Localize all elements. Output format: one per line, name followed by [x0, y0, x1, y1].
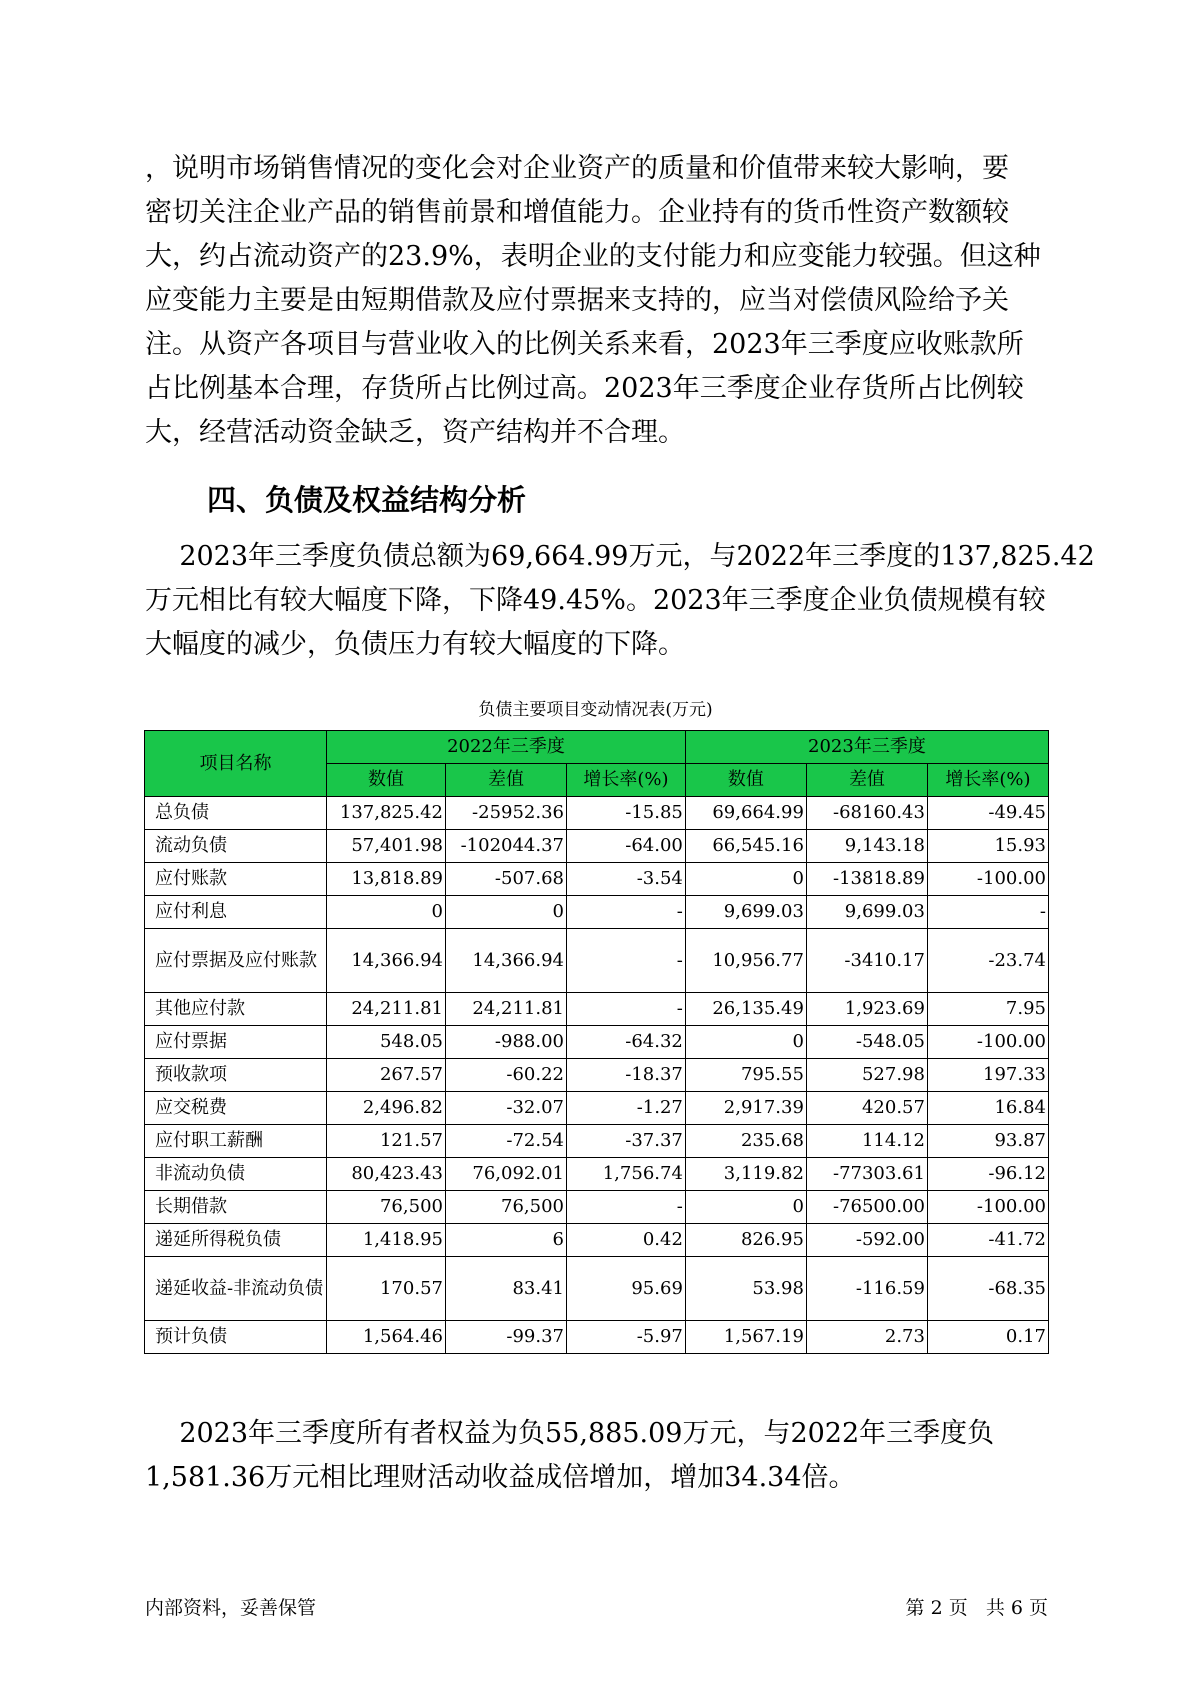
growth-2022-cell: -15.85: [567, 797, 686, 830]
diff-2022-cell: 6: [445, 1224, 566, 1257]
table-row: [145, 797, 1049, 830]
diff-2022-cell: -72.54: [445, 1125, 566, 1158]
value-2022-cell: 80,423.43: [327, 1158, 446, 1191]
growth-2022-cell: -64.00: [567, 830, 686, 863]
value-2023-cell: 826.95: [685, 1224, 806, 1257]
value-2023-cell: 0: [685, 863, 806, 896]
paragraph-equity-summary: [145, 1412, 1045, 1500]
diff-2023-cell: -592.00: [806, 1224, 927, 1257]
header-diff-2022: 差值: [445, 764, 566, 797]
table-row: [145, 993, 1049, 1026]
growth-2022-cell: -5.97: [567, 1321, 686, 1354]
growth-2023-cell: 16.84: [927, 1092, 1048, 1125]
diff-2022-cell: -25952.36: [445, 797, 566, 830]
value-2023-cell: 9,699.03: [685, 896, 806, 929]
table-row: [145, 896, 1049, 929]
value-2022-cell: 137,825.42: [327, 797, 446, 830]
text-line: 大，约占流动资产的23.9%，表明企业的支付能力和应变能力较强。但这种: [145, 241, 1041, 272]
item-name-cell: 其他应付款: [145, 993, 327, 1026]
diff-2023-cell: 420.57: [806, 1092, 927, 1125]
diff-2023-cell: -76500.00: [806, 1191, 927, 1224]
growth-2022-cell: -18.37: [567, 1059, 686, 1092]
value-2023-cell: 1,567.19: [685, 1321, 806, 1354]
value-2022-cell: 2,496.82: [327, 1092, 446, 1125]
growth-2023-cell: -100.00: [927, 863, 1048, 896]
header-period-2023: 2023年三季度: [685, 731, 1048, 764]
value-2023-cell: 3,119.82: [685, 1158, 806, 1191]
section-heading: 四、负债及权益结构分析: [207, 483, 527, 517]
text-line: ，说明市场销售情况的变化会对企业资产的质量和价值带来较大影响，要: [145, 153, 1009, 184]
text-line: 1,581.36万元相比理财活动收益成倍增加，增加34.34倍。: [145, 1462, 856, 1493]
diff-2022-cell: -988.00: [445, 1026, 566, 1059]
footer-page-number: 第 2 页 共 6 页: [905, 1597, 1048, 1619]
table-row: [145, 1257, 1049, 1321]
growth-2023-cell: 7.95: [927, 993, 1048, 1026]
growth-2022-cell: -: [567, 929, 686, 993]
header-growth-2022: 增长率(%): [567, 764, 686, 797]
diff-2023-cell: 9,699.03: [806, 896, 927, 929]
growth-2022-cell: -: [567, 993, 686, 1026]
text-line: 注。从资产各项目与营业收入的比例关系来看，2023年三季度应收账款所: [145, 329, 1024, 360]
value-2023-cell: 0: [685, 1191, 806, 1224]
diff-2023-cell: 2.73: [806, 1321, 927, 1354]
diff-2022-cell: 76,092.01: [445, 1158, 566, 1191]
item-name-cell: 应交税费: [145, 1092, 327, 1125]
item-name-cell: 长期借款: [145, 1191, 327, 1224]
table-header-row: [145, 731, 1049, 764]
item-name-cell: 应付账款: [145, 863, 327, 896]
value-2023-cell: 66,545.16: [685, 830, 806, 863]
growth-2022-cell: -64.32: [567, 1026, 686, 1059]
item-name-cell: 预收款项: [145, 1059, 327, 1092]
diff-2023-cell: 114.12: [806, 1125, 927, 1158]
diff-2022-cell: -102044.37: [445, 830, 566, 863]
diff-2023-cell: 9,143.18: [806, 830, 927, 863]
text-line: 密切关注企业产品的销售前景和增值能力。企业持有的货币性资产数额较: [145, 197, 1009, 228]
value-2022-cell: 57,401.98: [327, 830, 446, 863]
value-2022-cell: 13,818.89: [327, 863, 446, 896]
growth-2023-cell: 197.33: [927, 1059, 1048, 1092]
header-value-2023: 数值: [685, 764, 806, 797]
diff-2022-cell: 83.41: [445, 1257, 566, 1321]
table-row: [145, 1059, 1049, 1092]
table-row: [145, 1224, 1049, 1257]
table-row: [145, 863, 1049, 896]
item-name-cell: 非流动负债: [145, 1158, 327, 1191]
value-2023-cell: 10,956.77: [685, 929, 806, 993]
debt-items-table: [144, 730, 1049, 1354]
value-2023-cell: 53.98: [685, 1257, 806, 1321]
value-2023-cell: 26,135.49: [685, 993, 806, 1026]
item-name-cell: 应付票据及应付账款: [145, 929, 327, 993]
text-line: 2023年三季度负债总额为69,664.99万元，与2022年三季度的137,825.42: [145, 541, 1095, 572]
diff-2023-cell: 527.98: [806, 1059, 927, 1092]
table-row: [145, 1092, 1049, 1125]
header-period-2022: 2022年三季度: [327, 731, 686, 764]
value-2022-cell: 24,211.81: [327, 993, 446, 1026]
value-2023-cell: 2,917.39: [685, 1092, 806, 1125]
growth-2023-cell: -49.45: [927, 797, 1048, 830]
growth-2023-cell: -100.00: [927, 1026, 1048, 1059]
value-2022-cell: 1,418.95: [327, 1224, 446, 1257]
value-2023-cell: 69,664.99: [685, 797, 806, 830]
table-row: [145, 1191, 1049, 1224]
diff-2022-cell: -32.07: [445, 1092, 566, 1125]
growth-2023-cell: -100.00: [927, 1191, 1048, 1224]
value-2022-cell: 14,366.94: [327, 929, 446, 993]
growth-2022-cell: -: [567, 1191, 686, 1224]
item-name-cell: 递延所得税负债: [145, 1224, 327, 1257]
table-row: [145, 929, 1049, 993]
value-2022-cell: 267.57: [327, 1059, 446, 1092]
diff-2023-cell: -3410.17: [806, 929, 927, 993]
growth-2023-cell: -96.12: [927, 1158, 1048, 1191]
item-name-cell: 应付票据: [145, 1026, 327, 1059]
item-name-cell: 递延收益-非流动负债: [145, 1257, 327, 1321]
growth-2022-cell: 0.42: [567, 1224, 686, 1257]
value-2023-cell: 795.55: [685, 1059, 806, 1092]
growth-2023-cell: -23.74: [927, 929, 1048, 993]
growth-2023-cell: -41.72: [927, 1224, 1048, 1257]
table-caption: 负债主要项目变动情况表(万元): [478, 700, 713, 720]
value-2023-cell: 235.68: [685, 1125, 806, 1158]
table-row: [145, 1125, 1049, 1158]
growth-2022-cell: 1,756.74: [567, 1158, 686, 1191]
growth-2022-cell: 95.69: [567, 1257, 686, 1321]
item-name-cell: 总负债: [145, 797, 327, 830]
footer-confidential-note: 内部资料，妥善保管: [145, 1597, 317, 1619]
growth-2023-cell: -: [927, 896, 1048, 929]
growth-2022-cell: -1.27: [567, 1092, 686, 1125]
diff-2023-cell: -548.05: [806, 1026, 927, 1059]
diff-2022-cell: 0: [445, 896, 566, 929]
value-2022-cell: 1,564.46: [327, 1321, 446, 1354]
growth-2023-cell: 15.93: [927, 830, 1048, 863]
header-item-name: 项目名称: [145, 731, 327, 797]
growth-2023-cell: -68.35: [927, 1257, 1048, 1321]
diff-2023-cell: -68160.43: [806, 797, 927, 830]
item-name-cell: 预计负债: [145, 1321, 327, 1354]
text-line: 应变能力主要是由短期借款及应付票据来支持的，应当对偿债风险给予关: [145, 285, 1009, 316]
diff-2022-cell: -60.22: [445, 1059, 566, 1092]
item-name-cell: 流动负债: [145, 830, 327, 863]
diff-2022-cell: 14,366.94: [445, 929, 566, 993]
value-2022-cell: 76,500: [327, 1191, 446, 1224]
diff-2022-cell: -99.37: [445, 1321, 566, 1354]
paragraph-debt-summary: [145, 535, 1095, 667]
table-row: [145, 1321, 1049, 1354]
text-line: 万元相比有较大幅度下降，下降49.45%。2023年三季度企业负债规模有较: [145, 585, 1046, 616]
table-row: [145, 1158, 1049, 1191]
text-line: 大，经营活动资金缺乏，资产结构并不合理。: [145, 417, 685, 448]
text-line: 占比例基本合理，存货所占比例过高。2023年三季度企业存货所占比例较: [145, 373, 1024, 404]
value-2022-cell: 121.57: [327, 1125, 446, 1158]
table-row: [145, 1026, 1049, 1059]
table-row: [145, 830, 1049, 863]
diff-2022-cell: 24,211.81: [445, 993, 566, 1026]
value-2022-cell: 548.05: [327, 1026, 446, 1059]
diff-2023-cell: -77303.61: [806, 1158, 927, 1191]
diff-2022-cell: 76,500: [445, 1191, 566, 1224]
diff-2023-cell: -116.59: [806, 1257, 927, 1321]
item-name-cell: 应付职工薪酬: [145, 1125, 327, 1158]
paragraph-asset-analysis: [145, 147, 1045, 455]
text-line: 2023年三季度所有者权益为负55,885.09万元，与2022年三季度负: [145, 1418, 995, 1449]
diff-2022-cell: -507.68: [445, 863, 566, 896]
item-name-cell: 应付利息: [145, 896, 327, 929]
growth-2022-cell: -37.37: [567, 1125, 686, 1158]
table-body: [145, 797, 1049, 1354]
growth-2023-cell: 93.87: [927, 1125, 1048, 1158]
diff-2023-cell: -13818.89: [806, 863, 927, 896]
value-2023-cell: 0: [685, 1026, 806, 1059]
header-growth-2023: 增长率(%): [927, 764, 1048, 797]
value-2022-cell: 0: [327, 896, 446, 929]
growth-2023-cell: 0.17: [927, 1321, 1048, 1354]
growth-2022-cell: -3.54: [567, 863, 686, 896]
text-line: 大幅度的减少，负债压力有较大幅度的下降。: [145, 629, 685, 660]
header-value-2022: 数值: [327, 764, 446, 797]
header-diff-2023: 差值: [806, 764, 927, 797]
value-2022-cell: 170.57: [327, 1257, 446, 1321]
diff-2023-cell: 1,923.69: [806, 993, 927, 1026]
growth-2022-cell: -: [567, 896, 686, 929]
